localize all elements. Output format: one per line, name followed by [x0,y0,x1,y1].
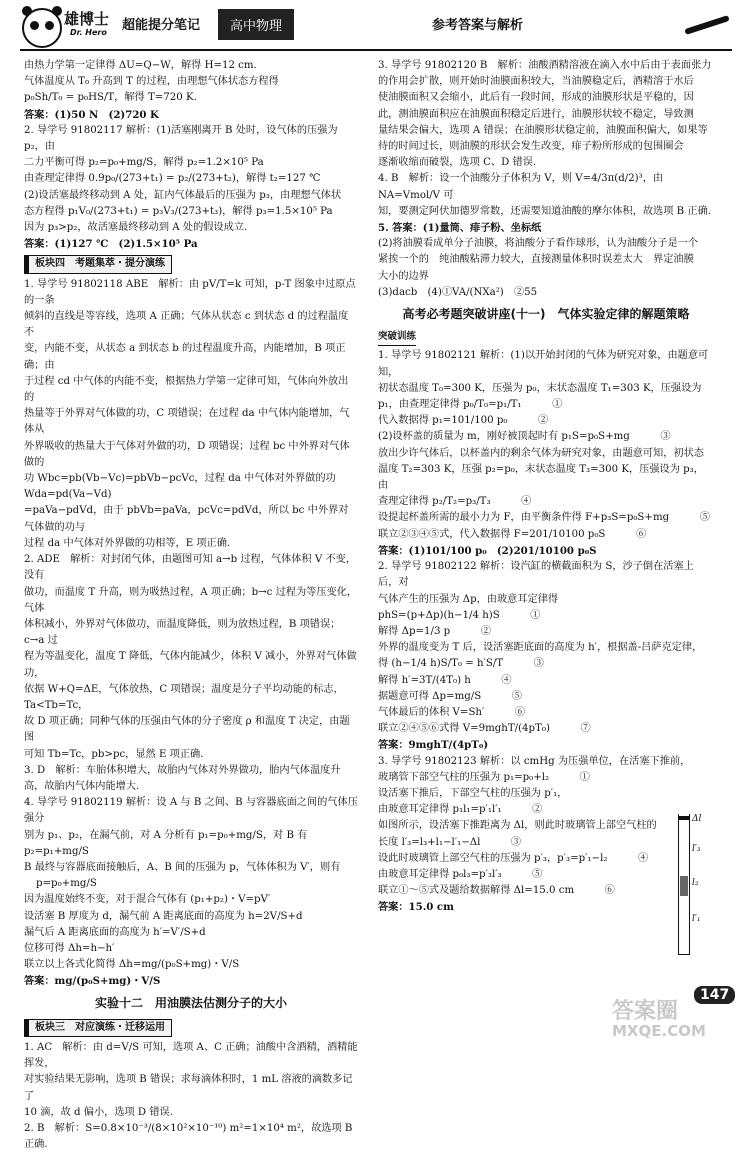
piston [678,816,690,820]
text-line: 放出少许气体后，以杯盖内的剩余气体为研究对象，由题意可知，初状态 [378,447,704,459]
text-line: 紧挨一个的 纯油酸粘滞力较大，直接测量体积时误差太大 界定油膜 [378,254,694,266]
text-line: 3. 导学号 91802120 B 解析：油酸酒精溶液在滴入水中后由于表面张力 [378,60,712,71]
text-line: 程为等温变化，温度 T 降低，气体内能减少，体积 V 减小，外界对气体做功， [24,651,357,679]
figure-label: l′₃ [692,844,701,854]
text-line: 此，测油膜面积应在油膜面积稳定后进行，油膜形状较不稳定，导致测 [378,108,694,120]
panda-logo-icon [22,8,62,48]
text-line: 做功，而温度 T 升高，则为吸热过程，A 项正确；b→c 过程为等压变化，气体 [24,586,358,614]
text-line: 设提起杯盖所需的最小力为 F，由平衡条件得 F+p₃S=p₀S+mg ⑤ [378,512,710,524]
glass-tube-figure [672,814,706,962]
text-line: 1. AC 解析：由 d=V/S 可知，选项 A、C 正确；油酸中含酒精，酒精能挥发， [24,1041,358,1070]
text-line: 2. 导学号 91802117 解析：(1)活塞刚离开 B 处时，设气体的压强为 p₂，由 [24,124,338,153]
series-title: 超能提分笔记 [122,18,201,33]
text-line: 量结果会偏大，选项 A 错误；在油膜形状稳定前，油膜面积偏大，如果等 [378,124,708,136]
formula-line: 态方程得 p₁V₀/(273+t₁) = p₃V₃/(273+t₃)，解得 p₃=1.5×10⁵ Pa [24,205,333,217]
text-line: 可知 Tb=Tc，pb>pc，显然 E 项正确. [24,748,204,760]
formula-line: 联立②④⑤⑥式得 V=9mghT/(4pT₀) ⑦ [378,723,591,735]
pen-icon [684,15,730,35]
right-column [378,58,714,916]
formula-line: 解得 Δp=1/3 p ② [378,625,491,637]
text-line: 热量等于外界对气体做的功，C 项错误；在过程 da 中气体内能增加，气体从 [24,408,350,436]
figure-label: Δl [692,814,702,824]
text-line: 10 滴，故 d 偏小，选项 D 错误. [24,1106,173,1118]
text-line: 二力平衡可得 p₂=p₀+mg/S，解得 p₂=1.2×10⁵ Pa [24,157,264,169]
block-heading: 板块四 考题集萃・提分演练 [24,255,172,273]
answer-line: 答案：(1)127 ℃ (2)1.5×10⁵ Pa [24,238,198,251]
text-line: 位移可得 Δh=h−h′ [24,942,115,954]
text-line: 设此时玻璃管上部空气柱的压强为 p′₃，p′₃=p′₁−l₂ ④ [378,852,649,864]
text-line: B 最终与容器底面接触后，A、B 间的压强为 p，气体体积为 V′，则有 [24,861,341,873]
text-line: 外界的温度变为 T 后，设活塞距底面的高度为 h′，根据盖-吕萨克定律， [378,642,703,654]
answer-line: 答案：15.0 cm [378,901,454,914]
text-line: 1. 导学号 91802118 ABE 解析：由 pV/T=k 可知，p-T 图象中过原点的一条 [24,278,356,306]
formula-line: 气体最后的体积 V=Sh′ ⑥ [378,706,526,718]
text-line: 联立①～⑤式及题给数据解得 Δl=15.0 cm ⑥ [378,885,615,897]
text-line: 别为 p₁、p₂，在漏气前，对 A 分析有 p₁=p₀+mg/S，对 B 有 p₂=p₁+mg/S [24,829,308,857]
text-line: 4. 导学号 91802119 解析：设 A 与 B 之间、B 与容器底面之间的气体压强分 [24,797,358,825]
watermark: 答案圈 [612,999,679,1024]
left-column [24,58,358,1153]
text-line: 2. B 解析：S=0.8×10⁻³/(8×10²×10⁻¹⁰) m²=1×10⁴ m²，故选项 B 正确. [24,1123,353,1151]
formula-line: 得 (h−1/4 h)S/T₀ = h′S/T ③ [378,658,544,670]
formula-line: 据题意可得 Δp=mg/S ⑤ [378,690,522,702]
text-line: 倾斜的直线是等容线，选项 A 正确；气体从状态 c 到状态 d 的过程温度不 [24,311,349,339]
brand-name: 雄博士 [64,10,110,28]
formula-line: p₀Sh/T₀ = p₀HS/T，解得 T=720 K. [24,92,197,104]
text-line: 体积减小，外界对气体做功，而温度降低，则为放热过程，B 项错误；c→a 过 [24,618,341,647]
text-line: 于过程 cd 中气体的内能不变，根据热力学第一定律可知，气体向外放出的 [24,375,349,404]
text-line: =paVa−pdVd，由于 pbVb=paVa，pcVc=pdVd，所以 bc 中外界对气体做的功与 [24,505,349,533]
text-line: 气体温度从 T₀ 升高到 T 的过程，由理想气体状态方程得 [24,76,279,88]
formula-line: p₁，由查理定律得 p₀/T₀=p₁/T₁ ① [378,399,563,411]
page-header [0,0,750,50]
brand-english: Dr. Hero [70,28,107,37]
text-line: 由玻意耳定律得 p₀l₃=p′₃l′₃ ⑤ [378,868,543,880]
formula-line: 由查理定律得 0.9p₀/(273+t₁) = p₂/(273+t₂)，解得 t₂=127 ℃ [24,173,321,185]
formula-line: 解得 h′=3T/(4T₀) h ④ [378,674,512,686]
text-line: 玻璃管下部空气柱的压强为 p₁=p₀+l₂ ① [378,771,590,783]
answer-line: 答案：(1)101/100 p₀ (2)201/10100 p₀S [378,544,597,557]
text-line: (2)设杯盖的质量为 m，刚好被顶起时有 p₁S=p₀S+mg ③ [378,431,671,443]
text-line: 气体产生的压强为 Δp，由玻意耳定律得 [378,593,559,605]
text-line: 2. ADE 解析：对封闭气体，由题图可知 a→b 过程，气体体积 V 不变，没有 [24,554,357,582]
header-divider [20,49,732,51]
text-line: 温度 T₂=303 K，压强 p₂=p₀，末状态温度 T₃=300 K，压强设为 p₃，由 [378,463,704,492]
formula-line: 联立②③④⑤式，代入数据得 F=201/10100 p₀S ⑥ [378,528,647,540]
text-line: 长度 l′₃=l₃+l₁−l′₁−Δl ③ [378,836,522,848]
text-line: 联立以上各式化简得 Δh=mg/(p₀S+mg)・V/S [24,959,240,971]
text-line: 3. D 解析：车胎体积增大，故胎内气体对外界做功，胎内气体温度升高，故胎内气体内能增大. [24,764,341,792]
formula-line: 代入数据得 p₁=101/100 p₀ ② [378,415,549,427]
answer-line: 5. 答案：(1)量筒、痱子粉、坐标纸 [378,222,542,235]
text-line: 变，内能不变，从状态 a 到状态 b 的过程温度升高，内能增加，B 项正确；由 [24,343,346,371]
text-line: (2)将油膜看成单分子油膜，将油酸分子看作球形，认为油酸分子是一个 [378,238,699,250]
mercury-column [680,876,688,896]
text-line: 逐渐收缩而破裂，选项 C、D 错误. [378,157,537,169]
text-line: 的作用会扩散，则开始时油膜面积较大，当油膜稳定后，酒精溶于水后 [378,76,694,88]
text-line: 知，要测定阿伏加德罗常数，还需要知道油酸的摩尔体积，故选项 B 正确. [378,205,712,217]
text-line: 对实验结果无影响，选项 B 错误；求每滴体积时，1 mL 溶液的滴数多记了 [24,1074,353,1102]
text-line: 依据 W+Q=ΔE，气体放热，C 项错误；温度是分子平均动能的标志，Ta<Tb=Tc， [24,683,344,711]
text-line: 设活塞 B 厚度为 d，漏气前 A 距离底面的高度为 h=2V/S+d [24,910,303,922]
formula-line: p=p₀+mg/S [36,878,97,890]
page-number: 147 [694,986,735,1004]
answer-line: 答案：(1)50 N (2)720 K [24,108,159,121]
subsection-heading: 突破训练 [378,329,416,346]
text-line: 设活塞下推后，下部空气柱的压强为 p′₁， [378,787,568,799]
text-line: 待的时间过长，则油膜的形状会发生改变，痱子粉所形成的包围圈会 [378,141,684,153]
text-line: (2)设活塞最终移动到 A 处，缸内气体最后的压强为 p₃，由理想气体状 [24,189,342,201]
subject-badge: 高中物理 [218,9,294,40]
text-line: 2. 导学号 91802122 解析：设汽缸的横截面积为 S，沙子倒在活塞上后，对 [378,561,694,589]
text-line: 4. B 解析：设一个油酸分子体积为 V，则 V=4/3π(d/2)³，由 NA=Vmol/V 可 [378,173,664,201]
text-line: 故 D 项正确；同种气体的压强由气体的分子密度 ρ 和温度 T 决定，由题图 [24,716,350,744]
text-line: 如图所示，设活塞下推距离为 Δl，则此时玻璃管上部空气柱的 [378,820,657,832]
answer-line: 答案：9mghT/(4pT₀) [378,739,489,752]
section-heading: 参考答案与解析 [432,18,524,33]
formula-line: phS=(p+Δp)(h−1/4 h)S ① [378,609,541,621]
experiment-title: 实验十二 用油膜法估测分子的大小 [94,995,287,1010]
figure-label: l′₁ [692,914,701,924]
text-line: 因为 p₃>p₂，故活塞最终移动到 A 处的假设成立. [24,222,248,234]
formula-line: 查理定律得 p₂/T₂=p₃/T₃ ④ [378,496,532,508]
lecture-title: 高考必考题突破讲座(十一) 气体实验定律的解题策略 [402,307,690,322]
block-heading: 板块三 对应演练・迁移运用 [24,1019,172,1037]
text-line: 大小的边界 [378,270,429,282]
text-line: 过程 da 中气体对外界做的功相等，E 项正确. [24,537,231,549]
watermark-url: MXQE.COM [612,1022,706,1040]
text-line: 3. 导学号 91802123 解析：以 cmHg 为压强单位，在活塞下推前， [378,755,691,767]
text-line: 外界吸收的热量大于气体对外做的功，D 项错误；过程 bc 中外界对气体做的 [24,440,350,468]
text-line: 漏气后 A 距离底面的高度为 h′=V′/S+d [24,926,206,938]
text-line: (3)dacb (4)①VA/(NXa²) ②55 [378,286,538,298]
text-line: 由热力学第一定律得 ΔU=Q−W，解得 H=12 cm. [24,60,257,71]
text-line: 初状态温度 T₀=300 K，压强为 p₀，末状态温度 T₁=303 K，压强设为 [378,382,702,394]
text-line: 1. 导学号 91802121 解析：(1)以开始封闭的气体为研究对象，由题意可知， [378,350,709,378]
answer-line: 答案：mg/(p₀S+mg)・V/S [24,975,161,988]
text-line: 功 Wbc=pb(Vb−Vc)=pbVb−pcVc，过程 da 中气体对外界做的功 Wda=pd(Va−Vd) [24,473,336,501]
figure-label: l₂ [692,878,699,888]
text-line: 由玻意耳定律得 p₁l₁=p′₁l′₁ ② [378,804,543,816]
text-line: 因为温度始终不变，对于混合气体有 (p₁+p₂)・V=pV′ [24,894,271,906]
text-line: 使油膜面积又会缩小，此后有一段时间，形成的油膜形状是平稳的，因 [378,92,694,104]
